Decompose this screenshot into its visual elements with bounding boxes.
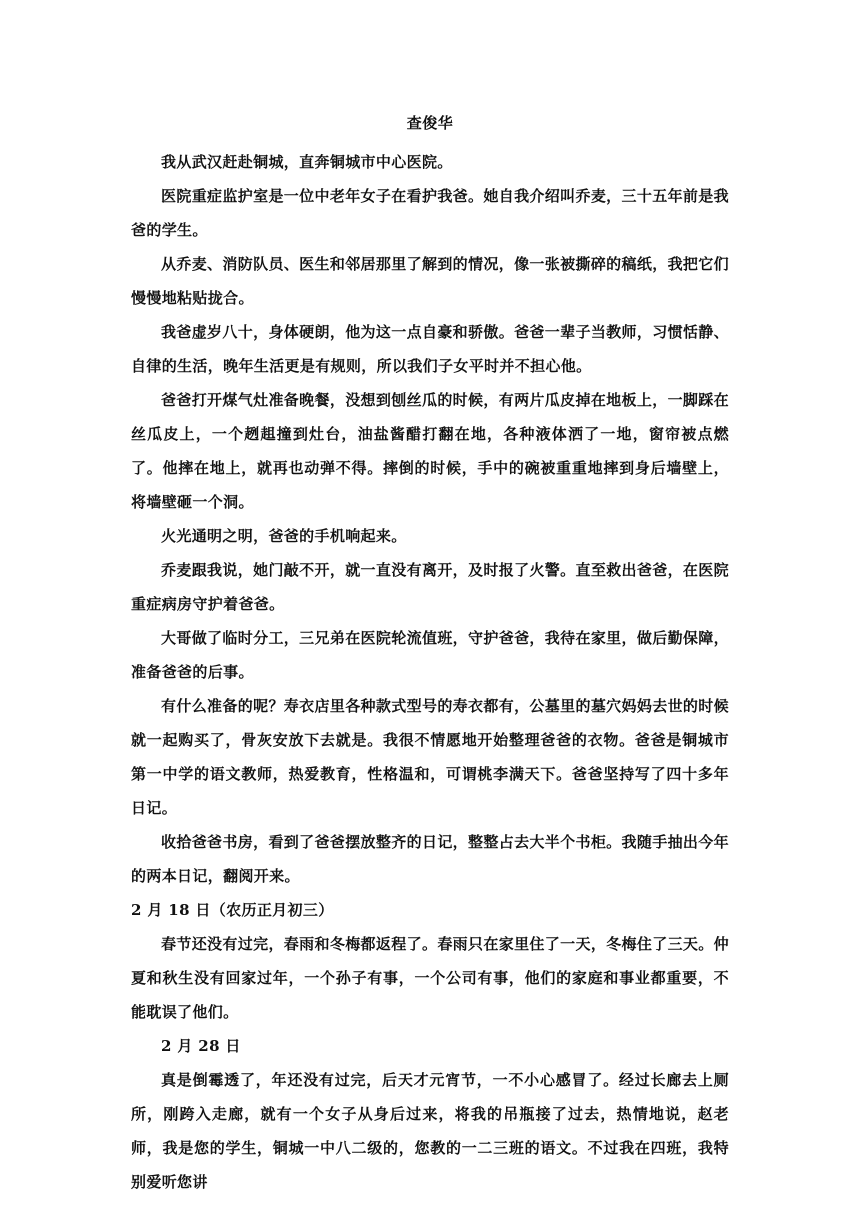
article-body [131,110,729,1199]
author-name: 查俊华 [406,114,454,132]
paragraph: 我爸虚岁八十，身体硬朗，他为这一点自豪和骄傲。爸爸一辈子当教师，习惯恬静、自律的生活，晚年生活更是有规则，所以我们子女平时并不担心他。 [131,323,729,375]
paragraph: 乔麦跟我说，她门敲不开，就一直没有离开，及时报了火警。直至救出爸爸，在医院重症病房守护着爸爸。 [131,561,729,613]
paragraph: 火光通明之明，爸爸的手机响起来。 [161,527,407,545]
paragraph: 爸爸打开煤气灶准备晚餐，没想到刨丝瓜的时候，有两片瓜皮掉在地板上，一脚踩在丝瓜皮上，一个趔趄撞到灶台，油盐酱醋打翻在地，各种液体洒了一地，窗帘被点燃了。他摔在地上，就再也动弹不得。摔倒的时候，手中的碗被重重地摔到身后墙壁上，将墙壁砸一个洞。 [131,391,729,511]
paragraph: 收拾爸爸书房，看到了爸爸摆放整齐的日记，整整占去大半个书柜。我随手抽出今年的两本日记，翻阅开来。 [131,833,729,885]
diary-date-heading: 2 月 18 日（农历正月初三） [131,901,334,919]
paragraph: 医院重症监护室是一位中老年女子在看护我爸。她自我介绍叫乔麦，三十五年前是我爸的学生。 [131,187,729,239]
paragraph: 从乔麦、消防队员、医生和邻居那里了解到的情况，像一张被撕碎的稿纸，我把它们慢慢地粘贴拢合。 [131,255,729,307]
diary-date-heading: 2 月 28 日 [161,1037,241,1055]
paragraph: 大哥做了临时分工，三兄弟在医院轮流值班，守护爸爸，我待在家里，做后勤保障，准备爸爸的后事。 [131,629,729,681]
paragraph: 有什么准备的呢？寿衣店里各种款式型号的寿衣都有，公墓里的墓穴妈妈去世的时候就一起购买了，骨灰安放下去就是。我很不情愿地开始整理爸爸的衣物。爸爸是铜城市第一中学的语文教师，热爱教育，性格温和，可谓桃李满天下。爸爸坚持写了四十多年日记。 [131,697,729,817]
diary-entry-text: 真是倒霉透了，年还没有过完，后天才元宵节，一不小心感冒了。经过长廊去上厕所，刚跨入走廊，就有一个女子从身后过来，将我的吊瓶接了过去，热情地说，赵老师，我是您的学生，铜城一中八二级的，您教的一二三班的语文。不过我在四班，我特别爱听您讲 [131,1071,729,1191]
diary-entry-text: 春节还没有过完，春雨和冬梅都返程了。春雨只在家里住了一天，冬梅住了三天。仲夏和秋生没有回家过年，一个孙子有事，一个公司有事，他们的家庭和事业都重要，不能耽误了他们。 [131,935,729,1021]
paragraph: 我从武汉赶赴铜城，直奔铜城市中心医院。 [161,153,453,171]
